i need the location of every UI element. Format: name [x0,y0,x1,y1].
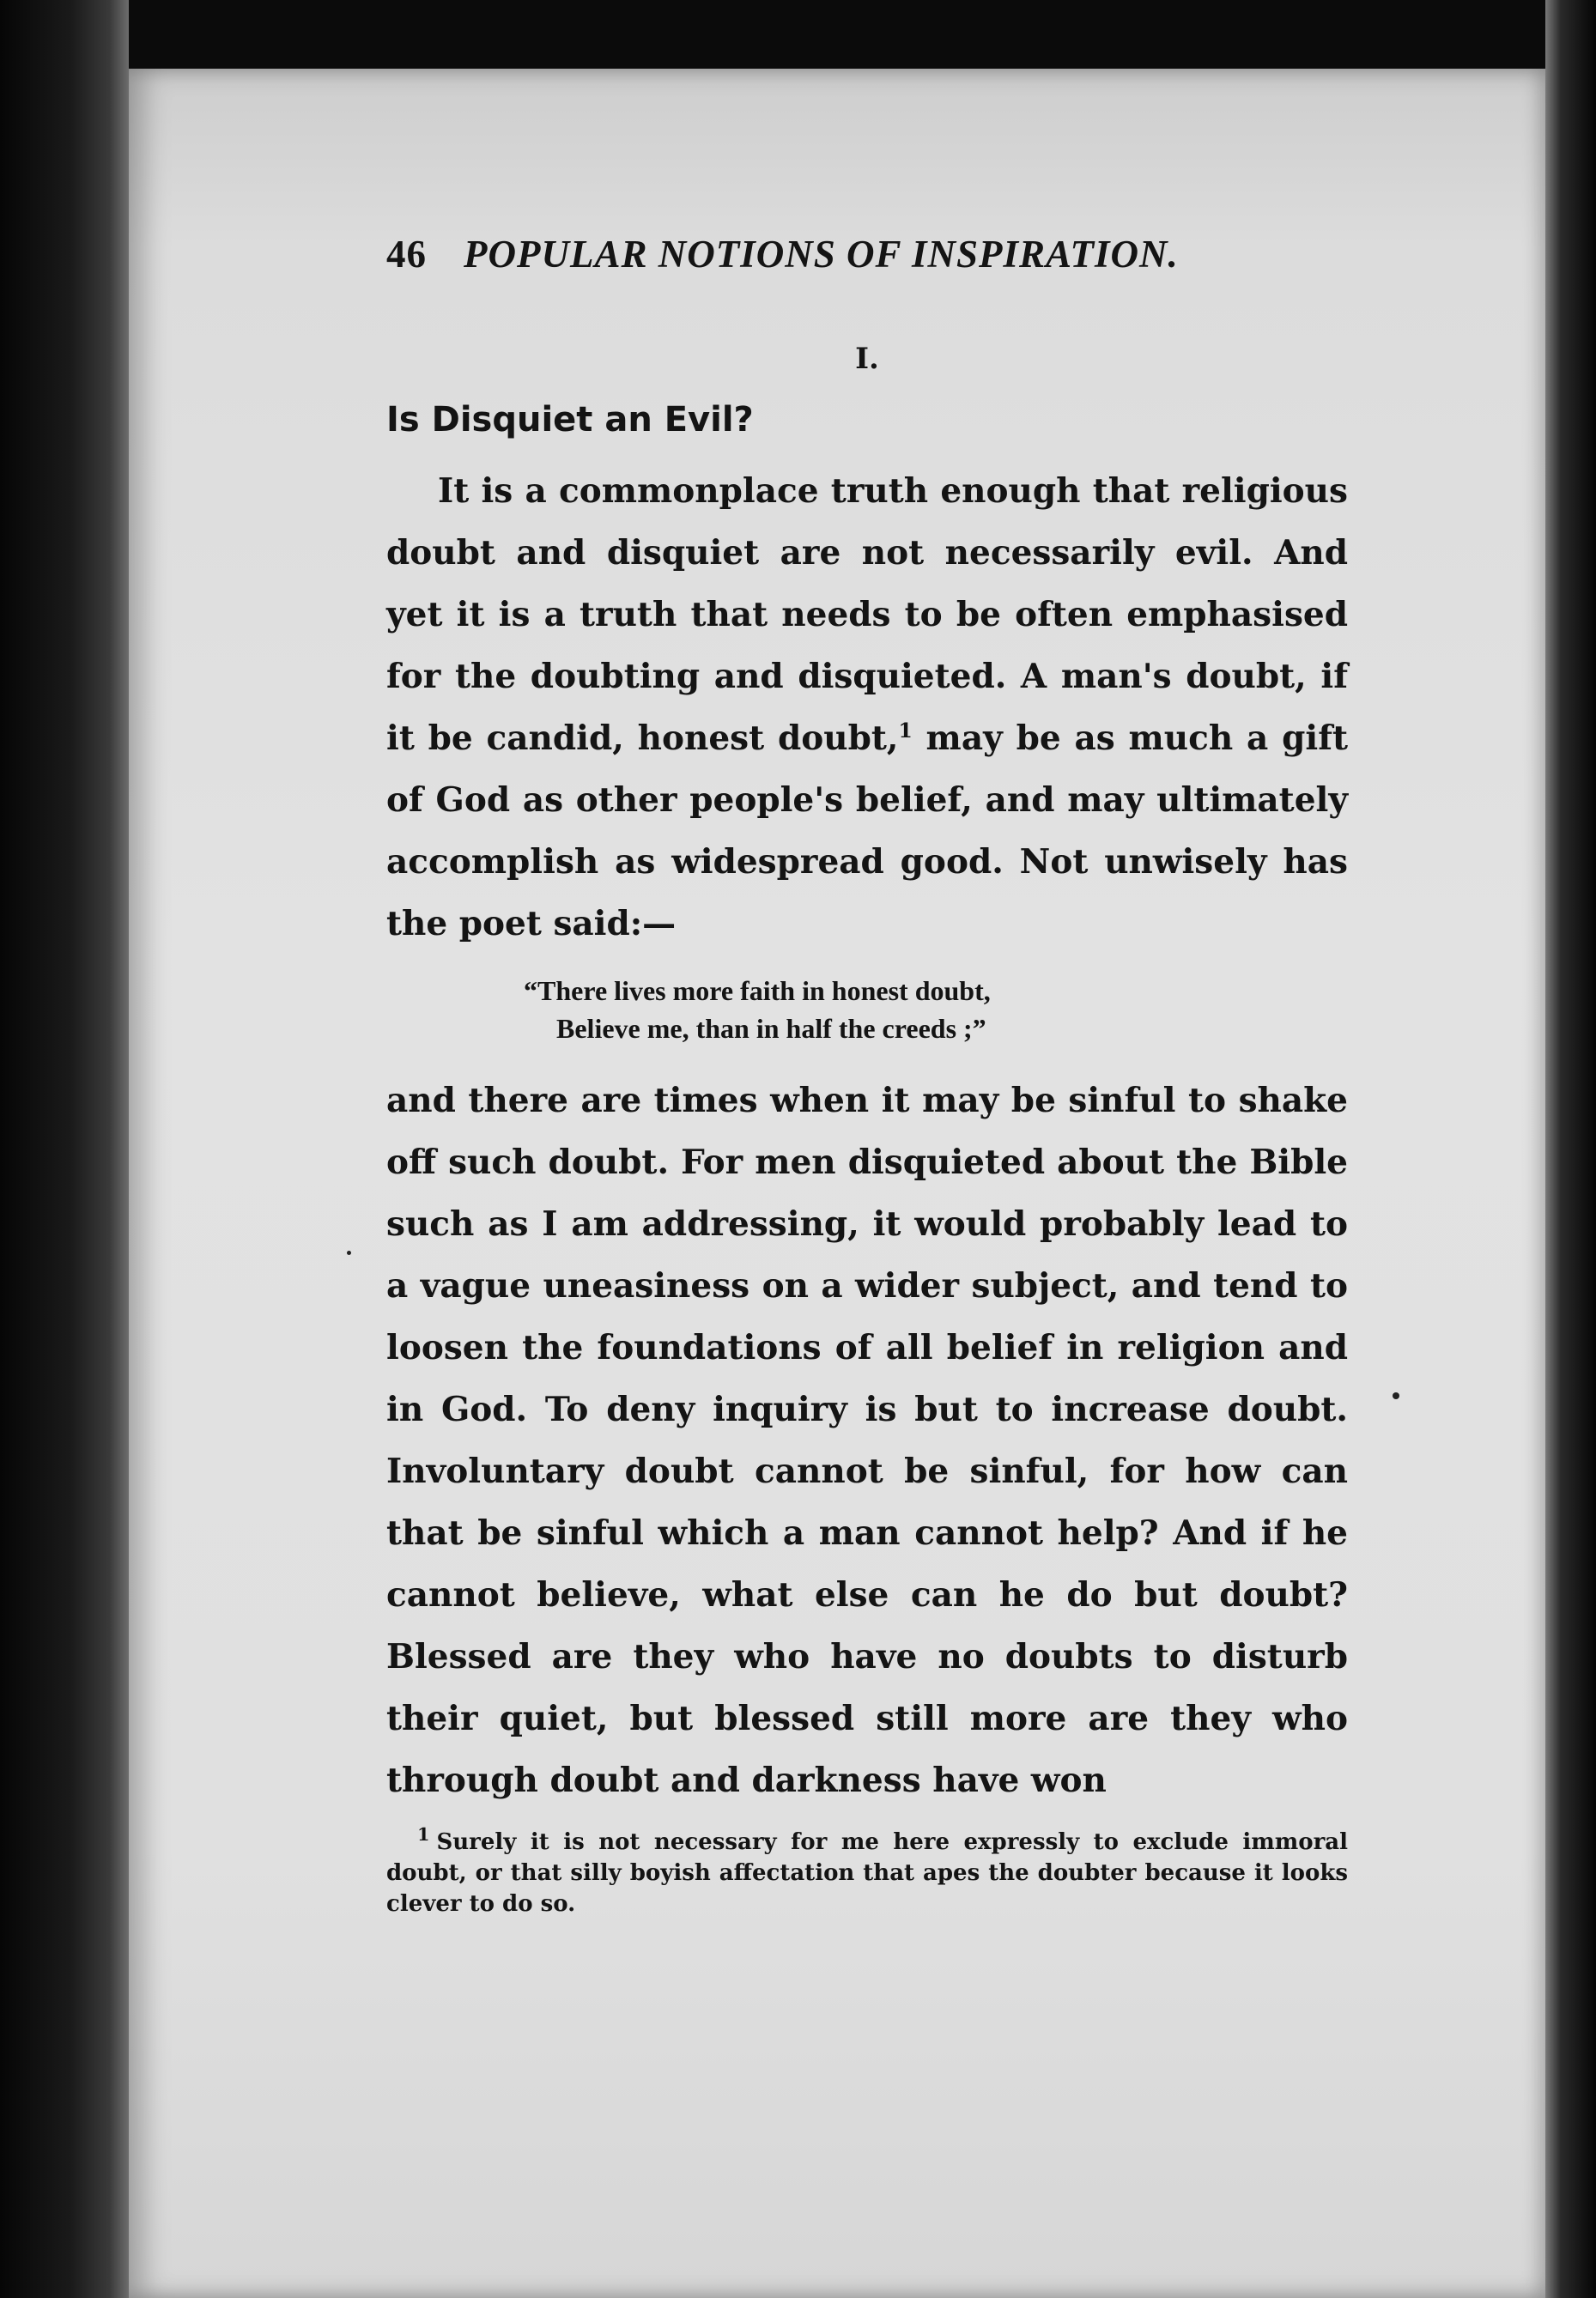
paragraph-1-continuation: may be as much a gift of God as other people's belief, and may ultimately accomplish as widespread good. Not unwisely has the poet said:— [386,719,1348,943]
page-content [386,232,1348,1919]
verse-line-1: “There lives more faith in honest doubt, [524,975,991,1006]
section-heading: Is Disquiet an Evil? [386,400,754,440]
scan-speck [347,1251,351,1255]
book-right-edge [1545,0,1596,2298]
paragraph-2: and there are times when it may be sinful to shake off such doubt. For men disquieted about the Bible such as I am addressing, it would probably lead to a vague uneasiness on a wider subject, and tend to loosen the foundations of all belief in religion and in God. To deny inquiry is but to increase doubt. Involuntary doubt cannot be sinful, for how can that be sinful which a man cannot help? And if he cannot believe, what else can he do but doubt? Blessed are they who have no doubts to disturb their quiet, but blessed still more are they who through doubt and darkness have won [386,1081,1348,1800]
footnote-reference: 1 [898,719,913,743]
page-sheet [129,69,1545,2298]
paragraph-1 [386,460,1348,955]
footnote-marker: 1 [417,1823,430,1846]
running-title: POPULAR NOTIONS OF INSPIRATION. [464,233,1179,276]
verse-line-2: Believe me, than in half the creeds ;” [556,1013,986,1044]
paragraph-1-text: It is a commonplace truth enough that religious doubt and disquiet are not necessarily evil. And yet it is a truth that needs to be often emphasised for the doubting and disquieted. A man's doubt, if it be candid, honest doubt, [386,471,1348,758]
running-head [386,232,1348,283]
verse-quotation [386,972,1348,1047]
book-binding-left-edge [0,0,129,2298]
footnote [386,1823,1348,1919]
section-number: I. [855,342,879,376]
page-number: 46 [386,233,427,276]
scan-speck [1393,1392,1399,1399]
footnote-text: Surely it is not necessary for me here expressly to exclude immoral doubt, or that silly boyish affectation that apes the doubter because it looks clever to do so. [386,1829,1348,1917]
